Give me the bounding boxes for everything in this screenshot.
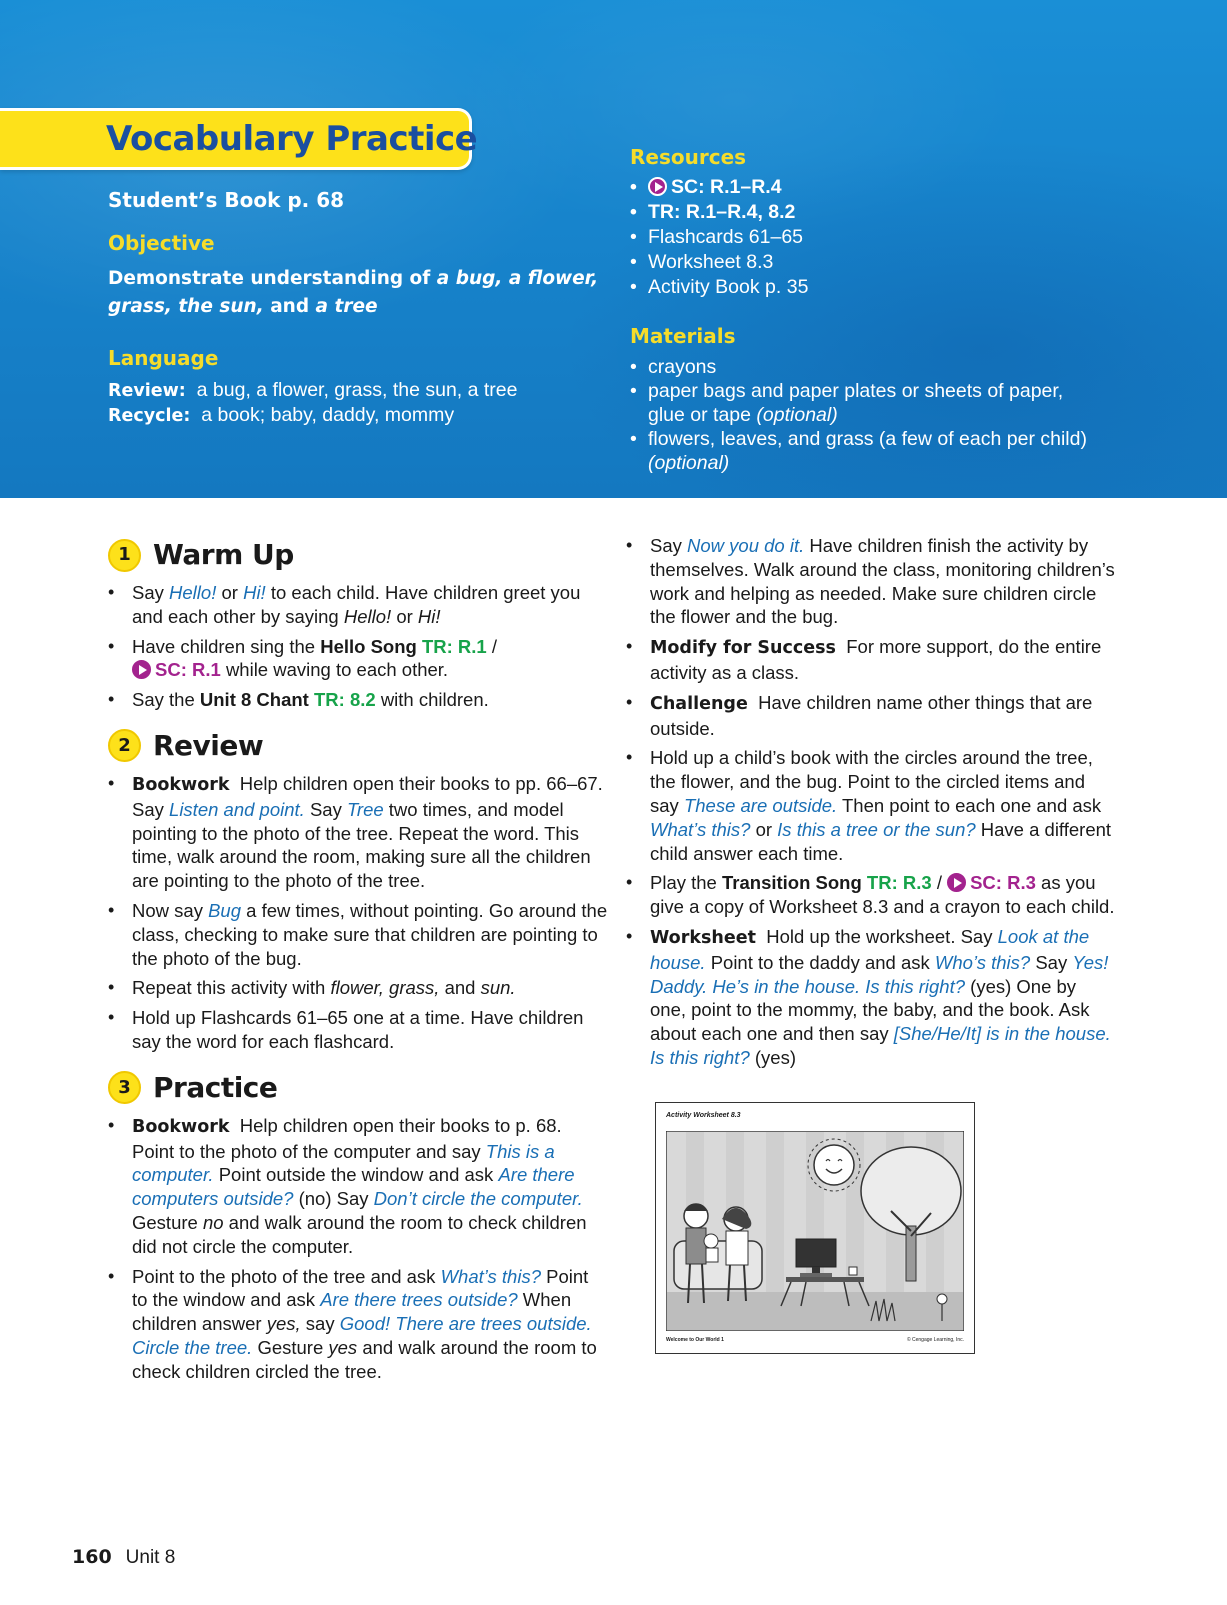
list-item: • Repeat this activity with flower, grass, and sun. <box>108 976 608 1000</box>
list-item: • Hold up Flashcards 61–65 one at a time. Have children say the word for each flashcard. <box>108 1006 608 1054</box>
list-item: • Say Now you do it. Have children finish the activity by themselves. Walk around the class, monitoring children’s work and helping as needed. Make sure children circle the flower and the bug. <box>626 534 1116 629</box>
worksheet-thumbnail <box>655 1102 975 1354</box>
warmup-list <box>108 581 608 712</box>
list-item: • Modify for Success For more support, do the entire activity as a class. <box>626 635 1116 685</box>
header-banner <box>0 0 1227 498</box>
practice-list <box>108 1114 608 1384</box>
worksheet-footer-left: Welcome to Our World 1 <box>666 1337 724 1343</box>
material-item: • paper bags and paper plates or sheets of paper, glue or tape (optional) <box>630 379 1087 427</box>
material-item: • crayons <box>630 355 1087 379</box>
list-item: • Say the Unit 8 Chant TR: 8.2 with children. <box>108 688 608 712</box>
resource-flashcards: • Flashcards 61–65 <box>630 225 808 250</box>
worksheet-footer-right: © Cengage Learning, Inc. <box>906 1337 964 1343</box>
page-footer <box>72 1546 175 1569</box>
worksheet-illustration <box>666 1131 964 1331</box>
warmup-heading <box>108 535 608 575</box>
resources-heading: Resources <box>630 145 747 169</box>
list-item: • Say Hello! or Hi! to each child. Have children greet you and each other by saying Hello! or Hi! <box>108 581 608 629</box>
step-number-badge: 1 <box>108 539 141 572</box>
page-number: 160 <box>72 1546 112 1568</box>
title-tab <box>0 108 478 170</box>
materials-heading: Materials <box>630 324 736 348</box>
list-item: • Have children sing the Hello Song TR: R.1 / SC: R.1 while waving to each other. <box>108 635 608 683</box>
practice-continued-list <box>626 534 1116 1070</box>
list-item: • Worksheet Hold up the worksheet. Say Look at the house. Point to the daddy and ask Who’s this? Say Yes! Daddy. He’s in the house. Is this right? (yes) One by one, point to the mommy, the baby, and the book. Ask about each one and then say [She/He/It] is in the house. Is this right? (yes) <box>626 925 1116 1070</box>
practice-heading <box>108 1068 608 1108</box>
review-list <box>108 772 608 1054</box>
section-title: Warm Up <box>153 538 294 572</box>
list-item: • Play the Transition Song TR: R.3 / SC: R.3 as you give a copy of Worksheet 8.3 and a crayon to each child. <box>626 871 1116 919</box>
worksheet-title: Activity Worksheet 8.3 <box>666 1112 741 1119</box>
page-title: Vocabulary Practice <box>106 119 478 159</box>
list-item: • Now say Bug a few times, without pointing. Go around the class, checking to make sure that children are pointing to the photo of the bug. <box>108 899 608 970</box>
video-play-icon <box>648 177 667 196</box>
section-title: Practice <box>153 1070 278 1104</box>
video-play-icon <box>947 873 966 892</box>
book-reference: Student’s Book p. 68 <box>108 188 345 212</box>
list-item: • Bookwork Help children open their books to p. 68. Point to the photo of the computer and say This is a computer. Point outside the window and ask Are there computers outside? (no) Say Don’t circle the computer. Gesture no and walk around the room to check children did not circle the computer. <box>108 1114 608 1259</box>
right-column <box>626 534 1116 1076</box>
step-number-badge: 3 <box>108 1071 141 1104</box>
resource-activity-book: • Activity Book p. 35 <box>630 275 808 300</box>
objective-heading: Objective <box>108 231 215 255</box>
video-play-icon <box>132 660 151 679</box>
list-item: • Challenge Have children name other things that are outside. <box>626 691 1116 741</box>
materials-list <box>630 355 1087 475</box>
list-item: • Hold up a child’s book with the circles around the tree, the flower, and the bug. Point to the circled items and say These are outside. Then point to each one and ask What’s this? or Is this a tree or the sun? Have a different child answer each time. <box>626 746 1116 865</box>
resource-video: • SC: R.1–R.4 <box>630 175 808 200</box>
language-heading: Language <box>108 346 219 370</box>
unit-label: Unit 8 <box>125 1547 176 1568</box>
language-review: Review: a bug, a flower, grass, the sun, a tree <box>108 379 518 401</box>
left-column <box>108 535 608 1390</box>
resources-list <box>630 175 808 300</box>
language-recycle: Recycle: a book; baby, daddy, mommy <box>108 404 455 426</box>
list-item: • Point to the photo of the tree and ask What’s this? Point to the window and ask Are there trees outside? When children answer yes, say Good! There are trees outside. Circle the tree. Gesture yes and walk around the room to check children circled the tree. <box>108 1265 608 1384</box>
list-item: • Bookwork Help children open their books to pp. 66–67. Say Listen and point. Say Tree two times, and model pointing to the photo of the tree. Repeat the word. This time, walk around the room, making sure all the children are pointing to the photo of the tree. <box>108 772 608 893</box>
resource-worksheet: • Worksheet 8.3 <box>630 250 808 275</box>
section-title: Review <box>153 729 264 763</box>
objective-text: Demonstrate understanding of a bug, a flower, grass, the sun, and a tree <box>108 268 599 317</box>
material-item: • flowers, leaves, and grass (a few of each per child) (optional) <box>630 427 1087 475</box>
resource-audio: • TR: R.1–R.4, 8.2 <box>630 200 808 225</box>
review-heading <box>108 726 608 766</box>
floor <box>667 1292 963 1330</box>
step-number-badge: 2 <box>108 729 141 762</box>
